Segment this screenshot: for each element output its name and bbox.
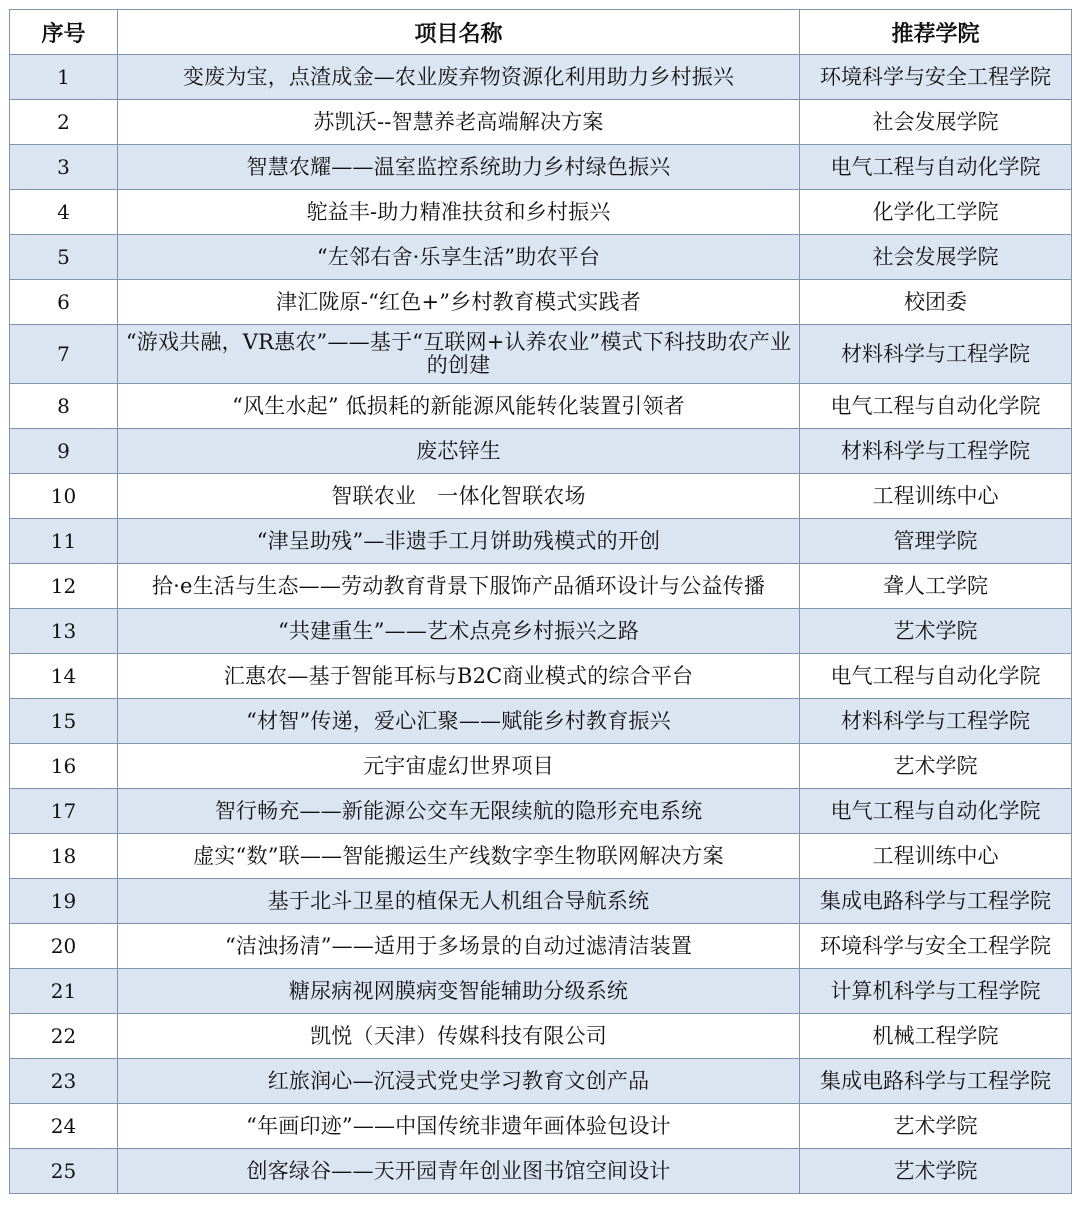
recommending-college: 工程训练中心 [800, 474, 1072, 519]
recommending-college: 艺术学院 [800, 1149, 1072, 1194]
recommending-college: 计算机科学与工程学院 [800, 969, 1072, 1014]
project-table [9, 9, 1072, 1194]
recommending-college: 材料科学与工程学院 [800, 429, 1072, 474]
recommending-college: 聋人工学院 [800, 564, 1072, 609]
recommending-college: 管理学院 [800, 519, 1072, 564]
table-row [10, 699, 1072, 744]
project-name: “左邻右舍·乐享生活”助农平台 [118, 235, 800, 280]
row-number: 4 [10, 190, 118, 235]
recommending-college: 电气工程与自动化学院 [800, 145, 1072, 190]
project-name: “游戏共融，VR惠农”——基于“互联网+认养农业”模式下科技助农产业的创建 [118, 325, 800, 384]
row-number: 3 [10, 145, 118, 190]
row-number: 6 [10, 280, 118, 325]
row-number: 15 [10, 699, 118, 744]
recommending-college: 艺术学院 [800, 1104, 1072, 1149]
table-row [10, 474, 1072, 519]
header-row [10, 10, 1072, 55]
project-name: 拾·e生活与生态——劳动教育背景下服饰产品循环设计与公益传播 [118, 564, 800, 609]
table-row [10, 654, 1072, 699]
table-row [10, 1104, 1072, 1149]
project-name: 元宇宙虚幻世界项目 [118, 744, 800, 789]
row-number: 21 [10, 969, 118, 1014]
recommending-college: 社会发展学院 [800, 235, 1072, 280]
project-name: 智行畅充——新能源公交车无限续航的隐形充电系统 [118, 789, 800, 834]
recommending-college: 环境科学与安全工程学院 [800, 924, 1072, 969]
row-number: 16 [10, 744, 118, 789]
table-row [10, 609, 1072, 654]
row-number: 25 [10, 1149, 118, 1194]
row-number: 22 [10, 1014, 118, 1059]
project-name: 鸵益丰-助力精准扶贫和乡村振兴 [118, 190, 800, 235]
table-row [10, 564, 1072, 609]
row-number: 10 [10, 474, 118, 519]
project-name: 糖尿病视网膜病变智能辅助分级系统 [118, 969, 800, 1014]
project-name: “洁浊扬清”——适用于多场景的自动过滤清洁装置 [118, 924, 800, 969]
row-number: 7 [10, 325, 118, 384]
table-row [10, 235, 1072, 280]
recommending-college: 电气工程与自动化学院 [800, 789, 1072, 834]
project-name: “共建重生”——艺术点亮乡村振兴之路 [118, 609, 800, 654]
recommending-college: 机械工程学院 [800, 1014, 1072, 1059]
row-number: 23 [10, 1059, 118, 1104]
recommending-college: 材料科学与工程学院 [800, 699, 1072, 744]
recommending-college: 电气工程与自动化学院 [800, 384, 1072, 429]
recommending-college: 集成电路科学与工程学院 [800, 1059, 1072, 1104]
project-name: “材智”传递，爱心汇聚——赋能乡村教育振兴 [118, 699, 800, 744]
row-number: 11 [10, 519, 118, 564]
recommending-college: 艺术学院 [800, 609, 1072, 654]
project-name: “风生水起” 低损耗的新能源风能转化装置引领者 [118, 384, 800, 429]
project-name: 凯悦（天津）传媒科技有限公司 [118, 1014, 800, 1059]
project-name: “津呈助残”—非遗手工月饼助残模式的开创 [118, 519, 800, 564]
row-number: 19 [10, 879, 118, 924]
recommending-college: 环境科学与安全工程学院 [800, 55, 1072, 100]
header-recommending-college: 推荐学院 [800, 10, 1072, 55]
table-row [10, 969, 1072, 1014]
table-row [10, 879, 1072, 924]
project-name: 苏凯沃--智慧养老高端解决方案 [118, 100, 800, 145]
recommending-college: 社会发展学院 [800, 100, 1072, 145]
row-number: 12 [10, 564, 118, 609]
project-name: 津汇陇原-“红色+”乡村教育模式实践者 [118, 280, 800, 325]
table-row [10, 1014, 1072, 1059]
table-row [10, 145, 1072, 190]
recommending-college: 化学化工学院 [800, 190, 1072, 235]
table-row [10, 519, 1072, 564]
table-body [10, 55, 1072, 1194]
recommending-college: 艺术学院 [800, 744, 1072, 789]
row-number: 13 [10, 609, 118, 654]
table-row [10, 789, 1072, 834]
table-row [10, 1059, 1072, 1104]
table-row [10, 1149, 1072, 1194]
row-number: 5 [10, 235, 118, 280]
row-number: 14 [10, 654, 118, 699]
recommending-college: 电气工程与自动化学院 [800, 654, 1072, 699]
row-number: 8 [10, 384, 118, 429]
project-name: 变废为宝，点渣成金—农业废弃物资源化利用助力乡村振兴 [118, 55, 800, 100]
project-name: 汇惠农—基于智能耳标与B2C商业模式的综合平台 [118, 654, 800, 699]
header-no: 序号 [10, 10, 118, 55]
table-header [10, 10, 1072, 55]
table-row [10, 429, 1072, 474]
project-name: 红旅润心—沉浸式党史学习教育文创产品 [118, 1059, 800, 1104]
row-number: 18 [10, 834, 118, 879]
table-row [10, 834, 1072, 879]
row-number: 20 [10, 924, 118, 969]
project-name: “年画印迹”——中国传统非遗年画体验包设计 [118, 1104, 800, 1149]
row-number: 24 [10, 1104, 118, 1149]
project-name: 废芯锌生 [118, 429, 800, 474]
project-name: 智慧农耀——温室监控系统助力乡村绿色振兴 [118, 145, 800, 190]
row-number: 2 [10, 100, 118, 145]
table-row [10, 384, 1072, 429]
table-row [10, 744, 1072, 789]
table-row [10, 55, 1072, 100]
header-project-name: 项目名称 [118, 10, 800, 55]
project-name: 基于北斗卫星的植保无人机组合导航系统 [118, 879, 800, 924]
table-row [10, 924, 1072, 969]
project-name: 虚实“数”联——智能搬运生产线数字孪生物联网解决方案 [118, 834, 800, 879]
project-table-container [9, 9, 1071, 1194]
table-row [10, 325, 1072, 384]
row-number: 1 [10, 55, 118, 100]
table-row [10, 190, 1072, 235]
recommending-college: 工程训练中心 [800, 834, 1072, 879]
project-name: 智联农业 一体化智联农场 [118, 474, 800, 519]
table-row [10, 100, 1072, 145]
project-name: 创客绿谷——天开园青年创业图书馆空间设计 [118, 1149, 800, 1194]
recommending-college: 集成电路科学与工程学院 [800, 879, 1072, 924]
table-row [10, 280, 1072, 325]
recommending-college: 材料科学与工程学院 [800, 325, 1072, 384]
row-number: 9 [10, 429, 118, 474]
row-number: 17 [10, 789, 118, 834]
recommending-college: 校团委 [800, 280, 1072, 325]
